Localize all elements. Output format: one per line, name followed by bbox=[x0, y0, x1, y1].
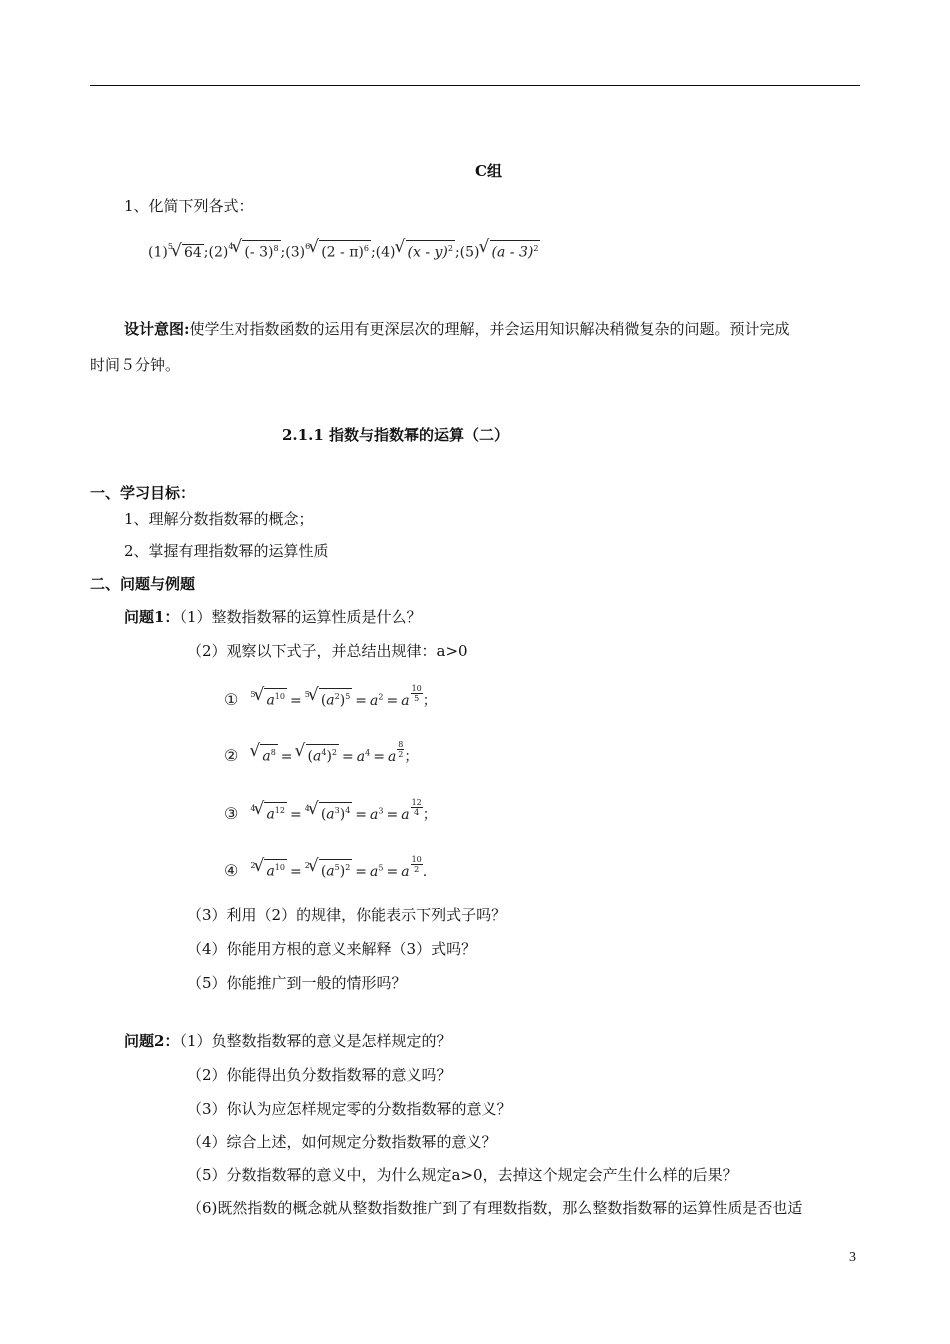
problem1-line1 bbox=[124, 606, 421, 627]
problem-text: （5）你能推广到一般的情形吗？ bbox=[187, 974, 407, 992]
root-index: 2 bbox=[304, 861, 310, 870]
fraction-exponent: $\frac{8}{2}$ bbox=[398, 740, 404, 759]
simplify-formula: $(1)^5√$ 64 $;(2)^4√$ (- 3)$^8$ $;(3)^6√$ (2 - π)$^6$ ;(4)√ (x - y)$^2$ ;(5)√ (a - 3)$^2$ bbox=[148, 240, 540, 261]
problem-text: （1）整数指数幂的运算性质是什么？ bbox=[179, 608, 422, 626]
header-rule bbox=[90, 85, 860, 86]
page-number: 3 bbox=[849, 1250, 856, 1265]
problem1-label: 问题1： bbox=[124, 608, 180, 626]
problem-text: （4）你能用方根的意义来解释（3）式吗？ bbox=[187, 940, 477, 958]
problem-text: （4）综合上述，如何规定分数指数幂的意义？ bbox=[187, 1133, 497, 1151]
problem-text: （2）你能得出负分数指数幂的意义吗？ bbox=[187, 1066, 452, 1084]
example-number: ② bbox=[224, 746, 239, 765]
radical: √ $(a^2)^5$ bbox=[310, 688, 352, 709]
problem-text: （5）分数指数幂的意义中，为什么规定a>0，去掉这个规定会产生什么样的后果？ bbox=[187, 1166, 738, 1184]
root-index: 4 bbox=[250, 804, 256, 813]
example-number: ④ bbox=[224, 861, 239, 880]
radical: √ $(a^3)^4$ bbox=[310, 802, 352, 823]
goal-item: 1、理解分数指数幂的概念； bbox=[124, 510, 314, 528]
problems-heading: 二、问题与例题 bbox=[90, 575, 196, 593]
goal-item: 2、掌握有理指数幂的运算性质 bbox=[124, 542, 329, 560]
question-text: 1、化简下列各式： bbox=[124, 197, 254, 215]
root-index: 4 bbox=[304, 804, 310, 813]
example-number: ③ bbox=[224, 804, 239, 823]
problem-text: （2）观察以下式子，并总结出规律：a>0 bbox=[187, 642, 468, 660]
radical: √ $a^{12}$ bbox=[255, 802, 287, 823]
fraction-exponent: $\frac{10}{5}$ bbox=[411, 684, 422, 703]
design-intent-text: 使学生对指数函数的运用有更深层次的理解，并会运用知识解决稍微复杂的问题。预计完成 bbox=[189, 320, 790, 338]
example-row: ④ $^2$√ $a^{10} = ^2√$ $(a^5)^2 = a^5 = a$ $\frac{10}{2}$ . bbox=[224, 855, 427, 880]
design-intent-line2: 时间５分钟。 bbox=[90, 356, 181, 374]
problem-text: （3）你认为应怎样规定零的分数指数幂的意义？ bbox=[187, 1100, 512, 1118]
lesson-title: 2.1.1 指数与指数幂的运算（二） bbox=[282, 426, 509, 444]
problem-text: （3）利用（2）的规律，你能表示下列式子吗？ bbox=[187, 906, 507, 924]
problem2-label: 问题2： bbox=[124, 1032, 180, 1050]
problem2-line1 bbox=[124, 1030, 451, 1051]
problem-text: （1）负整数指数幂的意义是怎样规定的？ bbox=[179, 1032, 452, 1050]
example-row: ②√ $a^8$ =√ $(a^4)^2 = a^4 = a$ $\frac{8}{2}$ ； bbox=[224, 740, 418, 766]
example-row: ① $^5$√ $a^{10} = ^5√$ $(a^2)^5 = a^2 = a$ $\frac{10}{5}$ ； bbox=[224, 684, 437, 710]
problem-text: （6)既然指数的概念就从整数指数推广到了有理数指数，那么整数指数幂的运算性质是否也适 bbox=[187, 1199, 803, 1217]
root-index: 2 bbox=[250, 861, 256, 870]
radical: √ $(a^5)^2$ bbox=[310, 859, 352, 880]
root-index: 5 bbox=[250, 690, 256, 699]
design-intent-label: 设计意图: bbox=[124, 320, 190, 338]
fraction-exponent: $\frac{12}{4}$ bbox=[411, 798, 422, 817]
radical: √ $a^8$ bbox=[251, 744, 277, 765]
example-row: ③ $^4$√ $a^{12} = ^4√$ $(a^3)^4 = a^3 = a$ $\frac{12}{4}$ ； bbox=[224, 798, 437, 824]
example-number: ① bbox=[224, 690, 239, 709]
radical: √ $a^{10}$ bbox=[255, 859, 287, 880]
radical: √ $(a^4)^2$ bbox=[297, 744, 339, 765]
radical: √ $a^{10}$ bbox=[255, 688, 287, 709]
section-title: C组 bbox=[475, 162, 502, 180]
design-intent-line1 bbox=[124, 318, 790, 339]
root-index: 5 bbox=[304, 690, 310, 699]
goals-heading: 一、学习目标： bbox=[90, 484, 196, 502]
fraction-exponent: $\frac{10}{2}$ bbox=[411, 855, 422, 874]
